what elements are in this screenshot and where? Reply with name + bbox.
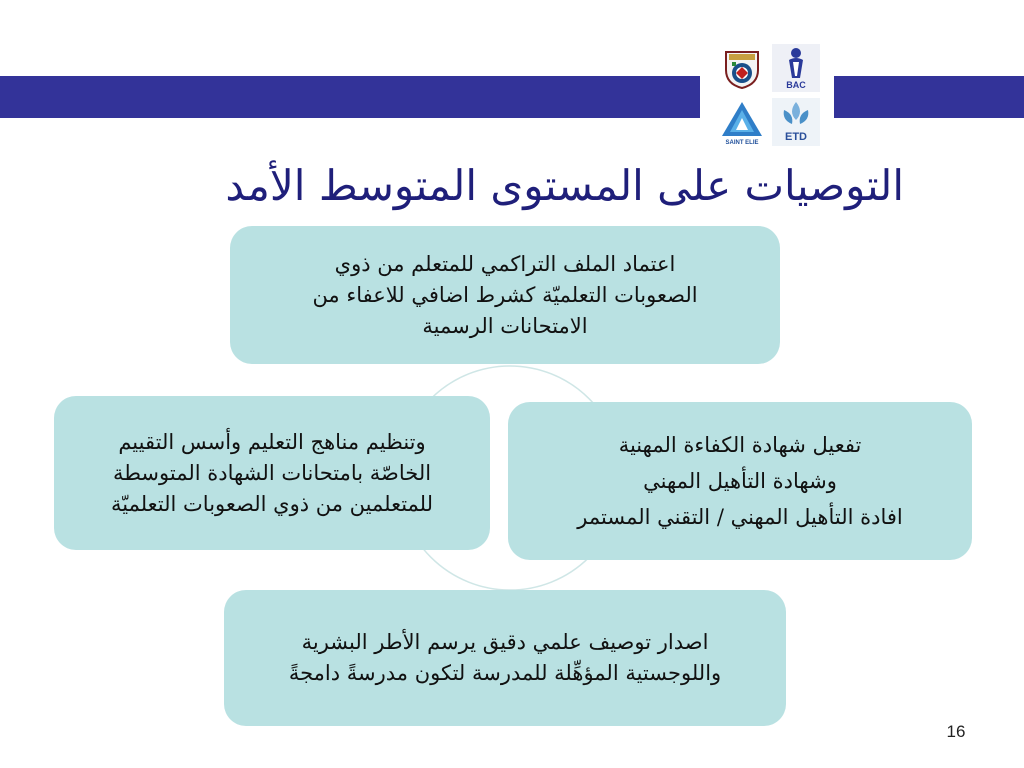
box-left-line-3: للمتعلمين من ذوي الصعوبات التعلميّة — [110, 491, 434, 516]
slide-title: التوصيات على المستوى المتوسط الأمد — [225, 161, 904, 210]
box-right-line-2: وشهادة التأهيل المهني — [643, 469, 837, 493]
box-right-line-3: افادة التأهيل المهني / التقني المستمر — [577, 505, 903, 529]
box-right — [508, 402, 972, 560]
saint-elie-logo-text: SAINT ELIE — [725, 140, 759, 146]
box-left-line-2: الخاصّة بامتحانات الشهادة المتوسطة — [112, 460, 432, 485]
box-top — [230, 226, 780, 364]
box-top-line-1: اعتماد الملف التراكمي للمتعلم من ذوي — [334, 251, 676, 276]
box-left — [54, 396, 490, 550]
box-bottom-line-1: اصدار توصيف علمي دقيق يرسم الأطر البشرية — [301, 630, 709, 654]
etd-logo-text: ETD — [785, 131, 807, 143]
box-left-line-1: وتنظيم مناهج التعليم وأسس التقييم — [118, 429, 426, 454]
box-top-line-2: الصعوبات التعلميّة كشرط اضافي للاعفاء من — [312, 282, 698, 307]
box-right-line-1: تفعيل شهادة الكفاءة المهنية — [618, 433, 862, 457]
box-top-line-3: الامتحانات الرسمية — [422, 313, 588, 338]
bac-logo-text: BAC — [786, 80, 806, 90]
box-bottom-line-2: واللوجستية المؤهِّلة للمدرسة لتكون مدرسةً دامجةً — [288, 661, 722, 685]
page-number: 16 — [946, 722, 966, 741]
box-bottom — [224, 590, 786, 726]
